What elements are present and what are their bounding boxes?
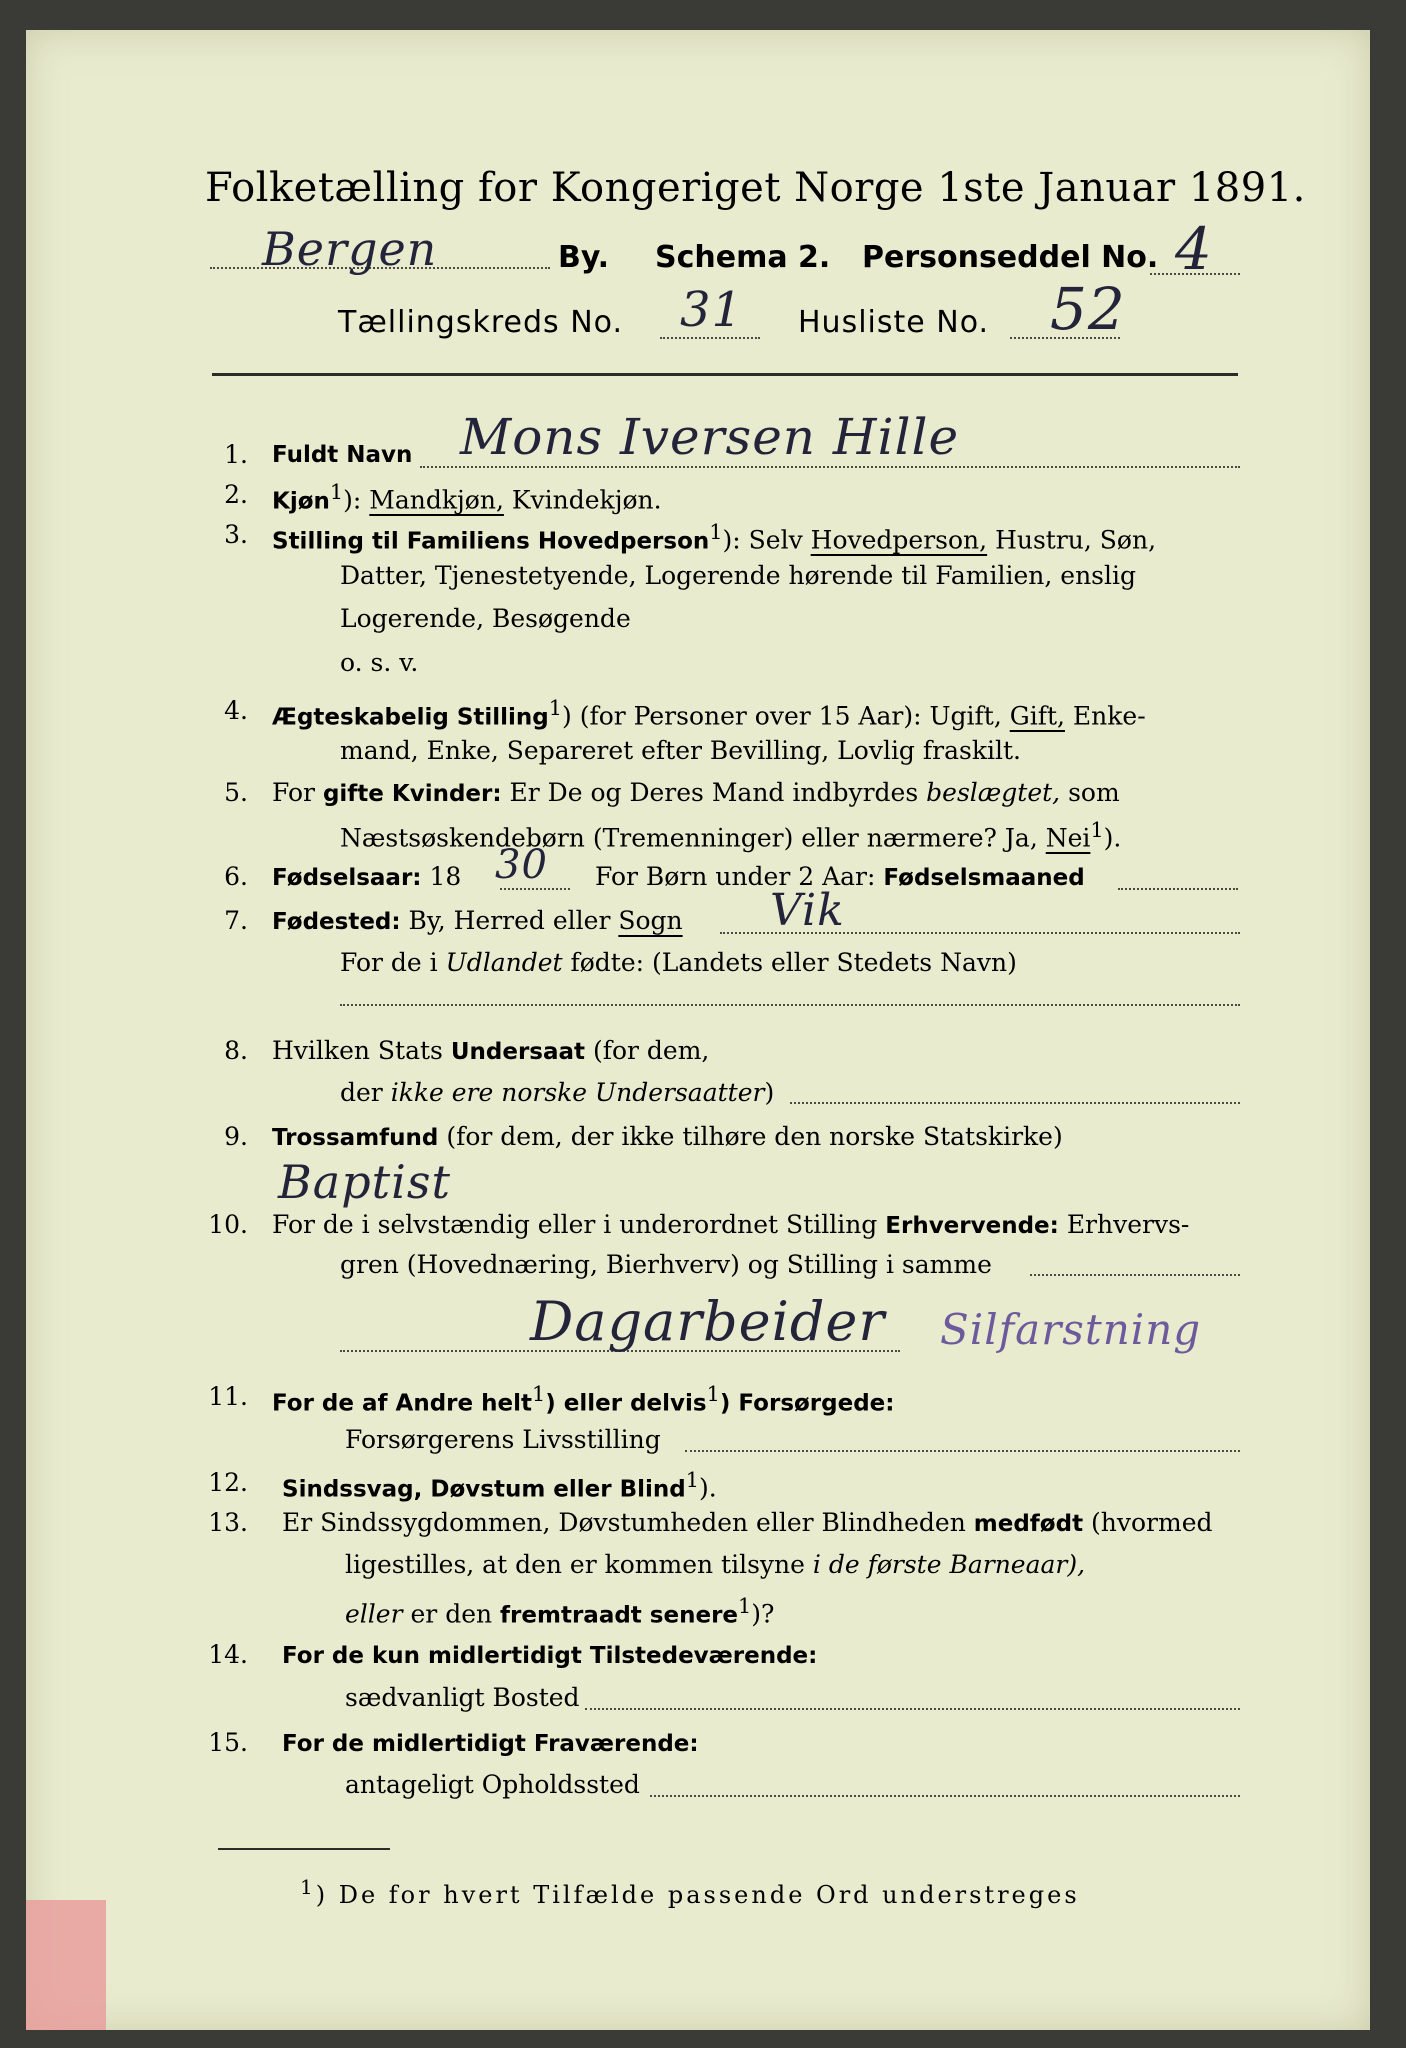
q3-line2: Datter, Tjenestetyende, Logerende hørende til Familien, enslig <box>340 561 1137 590</box>
q2-option2: Kvindekjøn. <box>511 485 662 515</box>
q10-number: 10. <box>208 1210 248 1239</box>
religion-handwritten: Baptist <box>278 1155 451 1209</box>
q13-sup: 1 <box>738 1594 752 1618</box>
birth-year-handwritten: 30 <box>495 842 548 888</box>
q13-pre: Er Sindssygdommen, Døvstumheden eller Blindheden <box>282 1508 966 1537</box>
q5-line1 <box>272 778 1120 807</box>
kreds-number: 31 <box>680 282 744 338</box>
q8-line2b: ) <box>764 1078 775 1107</box>
q6-rest: For Børn under 2 Aar: <box>595 862 876 891</box>
q3-line4: o. s. v. <box>340 648 419 677</box>
q2-line <box>272 480 662 514</box>
q7-selected-option: Sogn <box>618 906 683 935</box>
q4-line1 <box>272 696 1146 730</box>
q5-tail: som <box>1068 778 1120 807</box>
q10-rest: Erhvervs- <box>1066 1210 1190 1239</box>
q5-number: 5. <box>224 778 248 807</box>
q5-prefix: For <box>272 778 315 807</box>
husliste-number: 52 <box>1050 275 1126 343</box>
q13-line3-italic: eller <box>345 1599 403 1629</box>
q3-number: 3. <box>224 520 248 549</box>
q8-line1 <box>272 1036 709 1065</box>
q9-number: 9. <box>224 1122 248 1151</box>
q5-rest: Er De og Deres Mand indbyrdes <box>509 778 919 807</box>
q12-end: ). <box>699 1473 717 1503</box>
q8-number: 8. <box>224 1036 248 1065</box>
q13-rest: (hvormed <box>1091 1508 1213 1537</box>
q8-label: Undersaat <box>450 1039 586 1065</box>
q6-label2: Fødselsmaaned <box>883 865 1085 891</box>
q15-label: For de midlertidigt Fraværende: <box>282 1731 699 1757</box>
q8-rest: (for dem, <box>592 1036 710 1065</box>
footnote <box>300 1875 1080 1909</box>
q11-number: 11. <box>208 1382 248 1411</box>
q7-abroad-dotted-line <box>340 1004 1240 1006</box>
q14-label: For de kun midlertidigt Tilstedeværende: <box>282 1643 818 1669</box>
q15-dotted-line <box>650 1795 1240 1797</box>
q5-sup: 1 <box>1090 818 1104 842</box>
q4-line2: mand, Enke, Separeret efter Bevilling, Lovlig fraskilt. <box>340 736 1021 765</box>
q12-line <box>282 1468 717 1502</box>
q6-year-dotted-line <box>500 888 570 890</box>
q7-line1 <box>272 906 683 935</box>
q13-line2-italic: i de første Barneaar), <box>812 1550 1086 1579</box>
q6-number: 6. <box>224 862 248 891</box>
q8-line2-italic: ikke ere norske Undersaatter <box>390 1078 765 1107</box>
q15-line2: antageligt Opholdssted <box>345 1770 640 1799</box>
birthplace-handwritten: Vik <box>770 885 845 936</box>
q13-line2 <box>345 1550 1085 1579</box>
q7-number: 7. <box>224 906 248 935</box>
q12-label: Sindssvag, Døvstum eller Blind <box>282 1476 686 1503</box>
q5-label: gifte Kvinder: <box>322 781 502 807</box>
q7-rest: By, Herred eller <box>408 906 611 935</box>
q13-label: medfødt <box>973 1511 1084 1537</box>
personseddel-number: 4 <box>1175 215 1213 283</box>
header-divider <box>212 373 1238 376</box>
q13-line3-end: )? <box>751 1599 775 1629</box>
q3-line1 <box>272 520 1156 554</box>
q1-dotted-line <box>420 466 1240 468</box>
q11-sup1: 1 <box>531 1382 546 1406</box>
q3-sup: 1 <box>709 520 723 544</box>
q1-label: Fuldt Navn <box>272 442 413 468</box>
q13-line3-label: fremtraadt senere <box>500 1602 739 1629</box>
q3-label: Stilling til Familiens Hovedperson <box>272 528 710 555</box>
q4-number: 4. <box>224 696 248 725</box>
q6-month-dotted-line <box>1118 888 1238 890</box>
q9-rest: (for dem, der ikke tilhøre den norske Statskirke) <box>446 1122 1063 1151</box>
q2-number: 2. <box>224 480 248 509</box>
q11-sup2: 1 <box>706 1382 720 1406</box>
q14-line1 <box>282 1640 817 1669</box>
q10-line2: gren (Hovednæring, Bierhverv) og Stilling i samme <box>340 1250 992 1279</box>
q10-line1 <box>272 1210 1189 1239</box>
husliste-label: Husliste No. <box>798 305 990 340</box>
stain-mark <box>26 1900 106 2030</box>
q11-line1 <box>272 1382 894 1416</box>
q13-line3 <box>345 1594 774 1628</box>
q7-line2a: For de i <box>340 948 438 977</box>
personseddel-label: Personseddel No. <box>862 240 1159 275</box>
q13-line1 <box>282 1508 1213 1537</box>
q11-label: For de af Andre helt <box>272 1390 532 1417</box>
occupation-handwritten: Dagarbeider <box>530 1290 886 1353</box>
q5-line2-text: Næstsøskendebørn (Tremenninger) eller nærmere? Ja, <box>340 823 1038 853</box>
q6-line <box>272 862 461 891</box>
q4-label: Ægteskabelig Stilling <box>272 704 549 731</box>
q13-line3b: er den <box>410 1599 493 1629</box>
kreds-label: Tællingskreds No. <box>338 305 623 340</box>
name-handwritten: Mons Iversen Hille <box>460 408 960 466</box>
q9-line <box>272 1122 1063 1151</box>
q8-line2a: der <box>340 1078 383 1107</box>
q4-rest: ) (for Personer over 15 Aar): Ugift, <box>562 701 1002 731</box>
q2-rest: ): <box>343 485 362 515</box>
q11-label2: ) Forsørgede: <box>719 1390 895 1417</box>
q5-selected-option: Nei <box>1045 823 1091 853</box>
q12-number: 12. <box>208 1468 248 1497</box>
q8-line2 <box>340 1078 774 1107</box>
occupation-note-handwritten: Silfarstning <box>940 1305 1202 1354</box>
q4-tail: Enke- <box>1072 701 1146 731</box>
footnote-text: ) De for hvert Tilfælde passende Ord understreges <box>315 1881 1080 1909</box>
q7-label: Fødested: <box>272 909 401 935</box>
q5-end: ). <box>1103 823 1122 853</box>
q13-line2a: ligestilles, at den er kommen tilsyne <box>345 1550 805 1579</box>
q5-line2 <box>340 818 1121 852</box>
q15-line1 <box>282 1728 699 1757</box>
q2-selected-option: Mandkjøn, <box>369 485 504 515</box>
q2-sup: 1 <box>329 480 344 504</box>
q3-line3: Logerende, Besøgende <box>340 604 631 633</box>
q10-dotted-line1 <box>1030 1274 1240 1276</box>
q3-selected-option: Hovedperson, <box>810 525 988 555</box>
q1-number: 1. <box>224 440 248 469</box>
q4-selected-option: Gift, <box>1009 701 1065 731</box>
q14-dotted-line <box>585 1708 1240 1710</box>
q4-sup: 1 <box>548 696 563 720</box>
q11-line2: Forsørgerens Livsstilling <box>345 1425 661 1454</box>
q10-label: Erhvervende: <box>885 1213 1059 1239</box>
q7-line2b: fødte: (Landets eller Stedets Navn) <box>570 948 1017 977</box>
footnote-rule <box>218 1848 390 1850</box>
q6-year-prefix: 18 <box>429 862 462 891</box>
q13-number: 13. <box>208 1508 248 1537</box>
q14-line2: sædvanligt Bosted <box>345 1683 580 1712</box>
q12-sup: 1 <box>685 1468 700 1492</box>
q6-label: Fødselsaar: <box>272 865 422 891</box>
q10-pre: For de i selvstændig eller i underordnet Stilling <box>272 1210 878 1239</box>
q8-dotted-line <box>790 1102 1240 1104</box>
q3-tail: Hustru, Søn, <box>995 525 1157 555</box>
q3-rest: ): Selv <box>722 525 803 555</box>
q8-pre: Hvilken Stats <box>272 1036 443 1065</box>
q7-line2 <box>340 948 1017 977</box>
q15-number: 15. <box>208 1728 248 1757</box>
q11-mid: ) eller delvis <box>545 1390 707 1417</box>
city-handwritten: Bergen <box>262 222 438 276</box>
q5-italic: beslægtet, <box>926 778 1061 807</box>
q2-label: Kjøn <box>272 488 330 515</box>
q14-number: 14. <box>208 1640 248 1669</box>
schema-label: Schema 2. <box>655 240 831 275</box>
q11-dotted-line <box>685 1450 1240 1452</box>
footnote-sup: 1 <box>300 1875 316 1899</box>
by-label: By. <box>558 240 610 275</box>
q7-line2-italic: Udlandet <box>445 948 563 977</box>
q9-label: Trossamfund <box>272 1125 439 1151</box>
form-title: Folketælling for Kongeriget Norge 1ste Januar 1891. <box>205 165 1306 211</box>
